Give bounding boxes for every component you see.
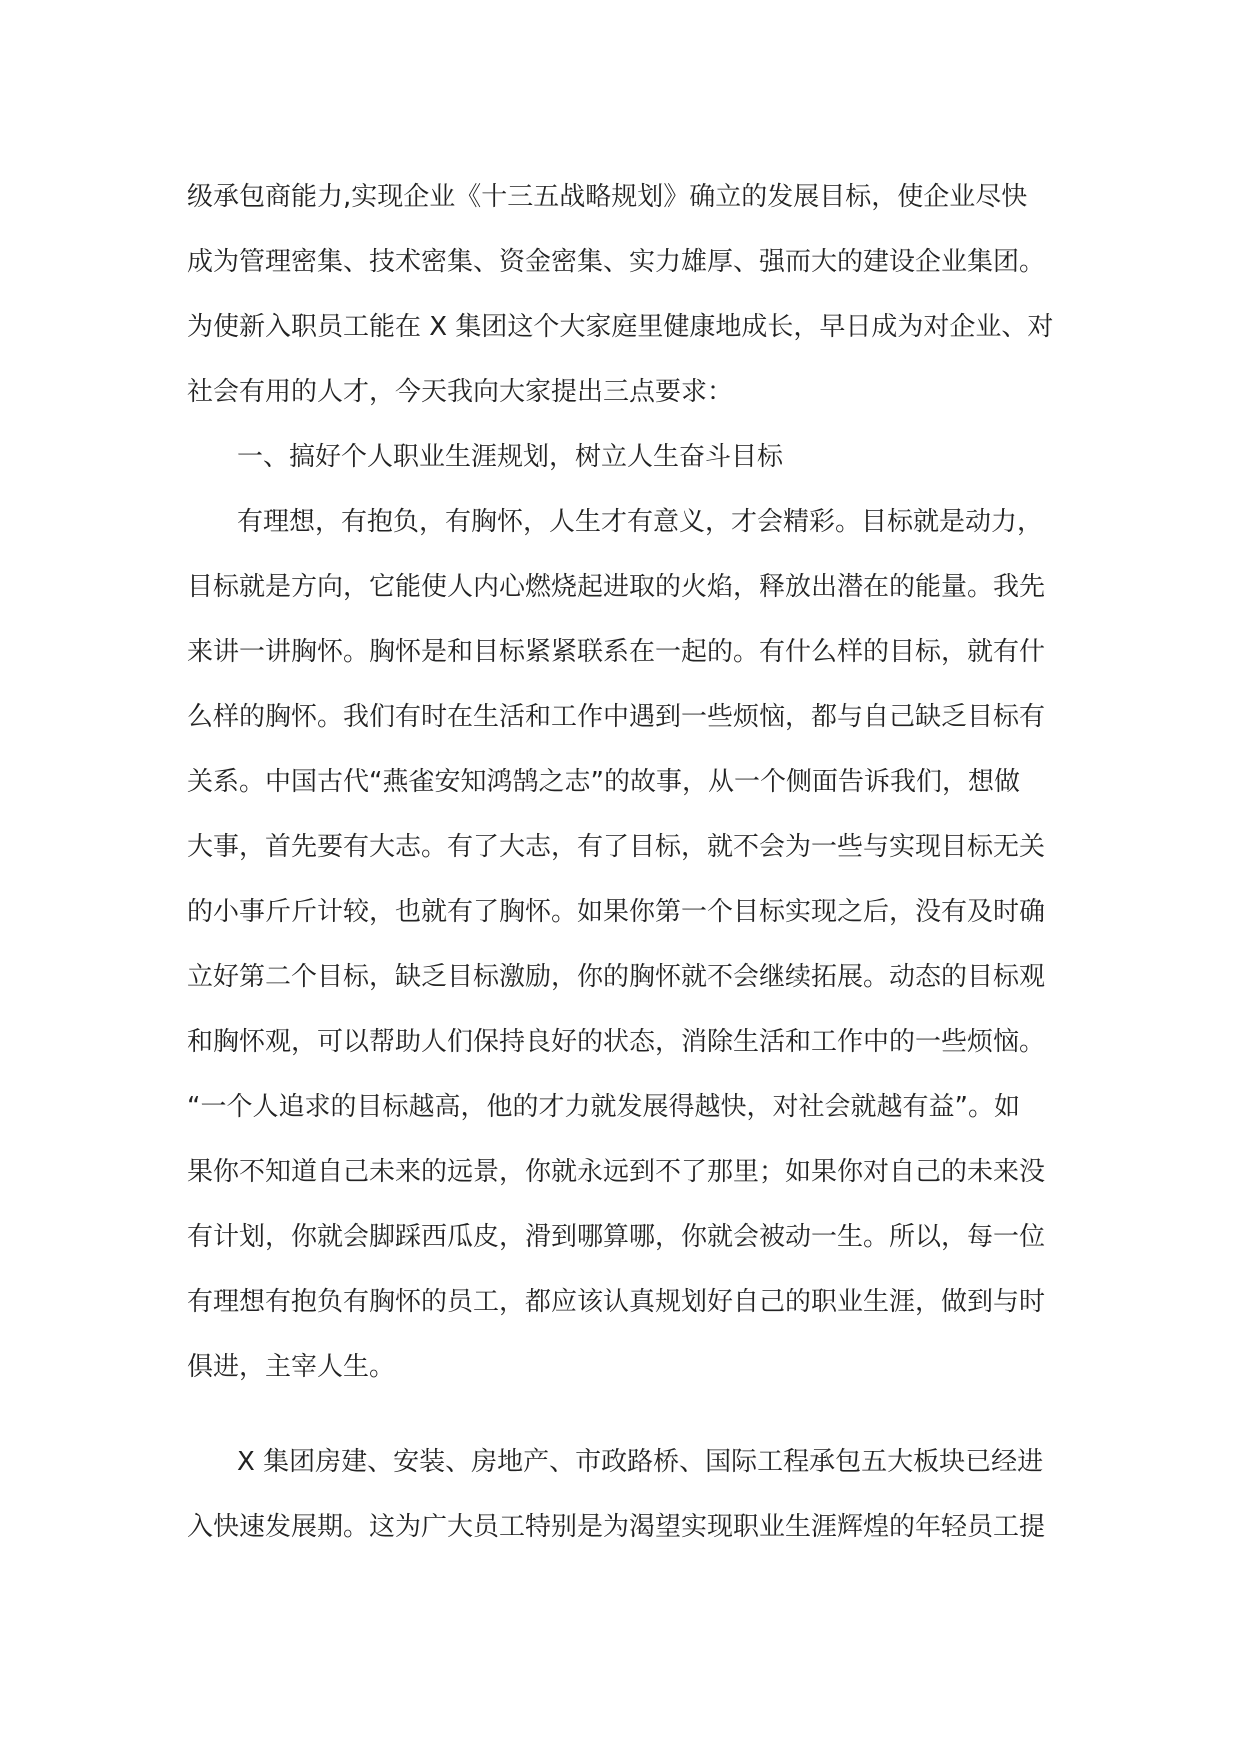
text-line: 么样的胸怀。我们有时在生活和工作中遇到一些烦恼，都与自己缺乏目标有 [187,702,1046,732]
text-line: 级承包商能力,实现企业《十三五战略规划》确立的发展目标，使企业尽快 [187,182,1028,212]
text-line: 社会有用的人才，今天我向大家提出三点要求： [187,377,734,407]
text-line: 俱进，主宰人生。 [187,1352,396,1382]
text-line: 成为管理密集、技术密集、资金密集、实力雄厚、强而大的建设企业集团。 [187,247,1046,277]
text-line: 来讲一讲胸怀。胸怀是和目标紧紧联系在一起的。有什么样的目标，就有什 [187,637,1046,667]
text-line: 目标就是方向，它能使人内心燃烧起进取的火焰，释放出潜在的能量。我先 [187,572,1046,602]
text-line: X 集团房建、安装、房地产、市政路桥、国际工程承包五大板块已经进 [237,1447,1044,1477]
text-line: 入快速发展期。这为广大员工特别是为渴望实现职业生涯辉煌的年轻员工提 [187,1512,1046,1542]
text-line: 立好第二个目标，缺乏目标激励，你的胸怀就不会继续拓展。动态的目标观 [187,962,1046,992]
text-line: 果你不知道自己未来的远景，你就永远到不了那里；如果你对自己的未来没 [187,1157,1046,1187]
text-line: “一个人追求的目标越高，他的才力就发展得越快，对社会就越有益”。如 [187,1092,1020,1122]
paragraph-goals [187,498,1053,1408]
text-line: 有计划，你就会脚踩西瓜皮，滑到哪算哪，你就会被动一生。所以，每一位 [187,1222,1046,1252]
text-line: 关系。中国古代“燕雀安知鸿鹄之志”的故事，从一个侧面告诉我们，想做 [187,767,1020,797]
text-line: 大事，首先要有大志。有了大志，有了目标，就不会为一些与实现目标无关 [187,832,1046,862]
text-line: 有理想，有抱负，有胸怀，人生才有意义，才会精彩。目标就是动力， [237,507,1044,537]
paragraph-opening [187,173,1053,433]
paragraph-spacer [187,1408,1053,1438]
text-line: 为使新入职员工能在 X 集团这个大家庭里健康地成长，早日成为对企业、对 [187,312,1054,342]
section-heading: 一、搞好个人职业生涯规划，树立人生奋斗目标 [237,442,784,472]
text-line: 和胸怀观，可以帮助人们保持良好的状态，消除生活和工作中的一些烦恼。 [187,1027,1046,1057]
text-line: 的小事斤斤计较，也就有了胸怀。如果你第一个目标实现之后，没有及时确 [187,897,1046,927]
document-body [187,173,1053,1568]
text-line: 有理想有抱负有胸怀的员工，都应该认真规划好自己的职业生涯，做到与时 [187,1287,1046,1317]
paragraph-development [187,1438,1053,1568]
